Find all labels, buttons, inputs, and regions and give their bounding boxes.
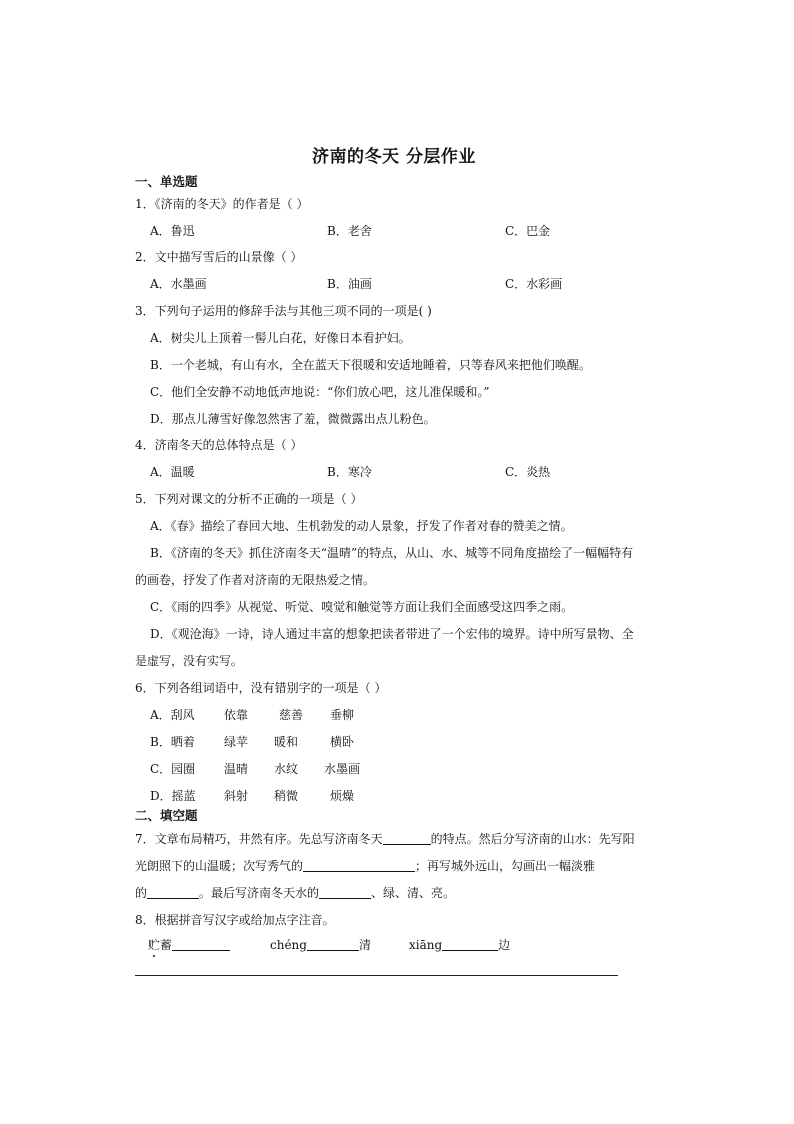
question-6-option-b-word-1: B．晒着 [150, 735, 195, 749]
question-4-option-b: B．寒冷 [327, 465, 372, 479]
question-3-option-c: C．他们全安静不动地低声地说：“你们放心吧，这儿准保暖和。” [150, 385, 490, 399]
question-8-char: 蓄 [160, 938, 173, 952]
page-title: 济南的冬天 分层作业 [312, 147, 476, 167]
question-4-option-c: C．炎热 [505, 465, 551, 479]
question-7-blank-4[interactable] [319, 886, 371, 899]
question-8-char-3: 边 [498, 938, 511, 952]
question-7-blank-2[interactable] [303, 859, 415, 872]
section-heading-single-choice: 一、单选题 [135, 174, 198, 189]
question-6-option-a-word-3: 慈善 [279, 708, 304, 722]
answer-rule-line [135, 975, 618, 976]
question-5-stem: 5．下列对课文的分析不正确的一项是（ ） [135, 492, 363, 506]
question-7-text-4: ；再写城外远山，勾画出一幅淡雅 [415, 859, 596, 873]
question-2-option-a: A．水墨画 [150, 277, 207, 291]
question-8-blank-2[interactable] [307, 938, 359, 951]
question-6-option-a-word-1: A．刮风 [150, 708, 195, 722]
question-8-pinyin-3: xiāng [409, 938, 443, 952]
question-8-item-1 [148, 936, 230, 953]
question-6-option-c-word-1: C．园圈 [150, 762, 196, 776]
question-7-line-2 [135, 857, 595, 874]
question-1-option-c: C．巴金 [505, 224, 551, 238]
question-6-option-b-word-3: 暖和 [274, 735, 299, 749]
question-6-option-d-word-3: 稍微 [274, 789, 299, 803]
question-7-blank-3[interactable] [147, 886, 199, 899]
question-6-option-d-word-2: 斜射 [224, 789, 249, 803]
question-3-option-b: B．一个老城，有山有水，全在蓝天下很暖和安适地睡着，只等春风来把他们唤醒。 [150, 358, 591, 372]
question-4-option-a: A．温暖 [150, 465, 195, 479]
question-1-stem: 1．《济南的冬天》的作者是（ ） [135, 197, 309, 211]
question-8-item-2 [270, 936, 371, 953]
section-heading-fill-in: 二、填空题 [135, 808, 198, 823]
question-6-option-c-word-4: 水墨画 [324, 762, 361, 776]
question-7-blank-1[interactable] [383, 832, 431, 845]
question-7-text-1: 7．文章布局精巧，井然有序。先总写济南冬天 [135, 832, 383, 846]
question-1-option-a: A．鲁迅 [150, 224, 195, 238]
question-6-option-b-word-2: 绿苹 [224, 735, 249, 749]
question-6-option-b-word-4: 横卧 [330, 735, 355, 749]
question-8-dotted-char: 贮 [148, 938, 161, 952]
question-7-text-7: 、绿、清、亮。 [371, 886, 456, 900]
question-1-option-b: B．老舍 [327, 224, 372, 238]
question-8-char-2: 清 [358, 938, 371, 952]
question-5-option-d-line2: 是虚写，没有实写。 [135, 654, 244, 668]
question-6-option-d-word-1: D．摇蓝 [150, 789, 196, 803]
question-5-option-b-line2: 的画卷，抒发了作者对济南的无限热爱之情。 [135, 573, 376, 587]
question-7-text-6: 。最后写济南冬天水的 [199, 886, 320, 900]
question-6-option-a-word-4: 垂柳 [330, 708, 355, 722]
question-7-text-3: 光朗照下的山温暖；次写秀气的 [135, 859, 304, 873]
question-2-option-c: C．水彩画 [505, 277, 563, 291]
question-4-stem: 4．济南冬天的总体特点是（ ） [135, 438, 303, 452]
question-3-stem: 3．下列句子运用的修辞手法与其他三项不同的一项是( ) [135, 304, 432, 318]
question-8-blank-3[interactable] [442, 938, 498, 951]
question-7-line-1 [135, 830, 635, 847]
question-7-line-3 [135, 884, 455, 901]
question-6-option-a-word-2: 依靠 [224, 708, 249, 722]
question-2-option-b: B．油画 [327, 277, 372, 291]
question-6-option-c-word-2: 温晴 [224, 762, 249, 776]
question-2-stem: 2．文中描写雪后的山景像（ ） [135, 250, 303, 264]
question-5-option-d-line1: D．《观沧海》一诗，诗人通过丰富的想象把读者带进了一个宏伟的境界。诗中所写景物、全 [150, 627, 634, 641]
question-6-option-d-word-4: 烦燥 [330, 789, 355, 803]
question-6-option-c-word-3: 水纹 [274, 762, 299, 776]
question-5-option-c: C．《雨的四季》从视觉、听觉、嗅觉和触觉等方面让我们全面感受这四季之雨。 [150, 600, 574, 614]
question-3-option-a: A．树尖儿上顶着一髻儿白花，好像日本看护妇。 [150, 331, 411, 345]
question-7-text-2: 的特点。然后分写济南的山水：先写阳 [430, 832, 635, 846]
question-7-text-5: 的 [135, 886, 148, 900]
question-8-pinyin-2: chéng [270, 938, 307, 952]
question-8-blank-1[interactable] [172, 938, 230, 951]
question-8-item-3 [409, 936, 510, 953]
question-8-stem: 8．根据拼音写汉字或给加点字注音。 [135, 913, 335, 927]
question-6-stem: 6．下列各组词语中，没有错别字的一项是（ ） [135, 681, 387, 695]
question-5-option-a: A．《春》描绘了春回大地、生机勃发的动人景象，抒发了作者对春的赞美之情。 [150, 519, 573, 533]
question-5-option-b-line1: B．《济南的冬天》抓住济南冬天“温晴”的特点，从山、水、城等不同角度描绘了一幅幅特有 [150, 546, 634, 560]
question-3-option-d: D．那点儿薄雪好像忽然害了羞，微微露出点儿粉色。 [150, 412, 436, 426]
